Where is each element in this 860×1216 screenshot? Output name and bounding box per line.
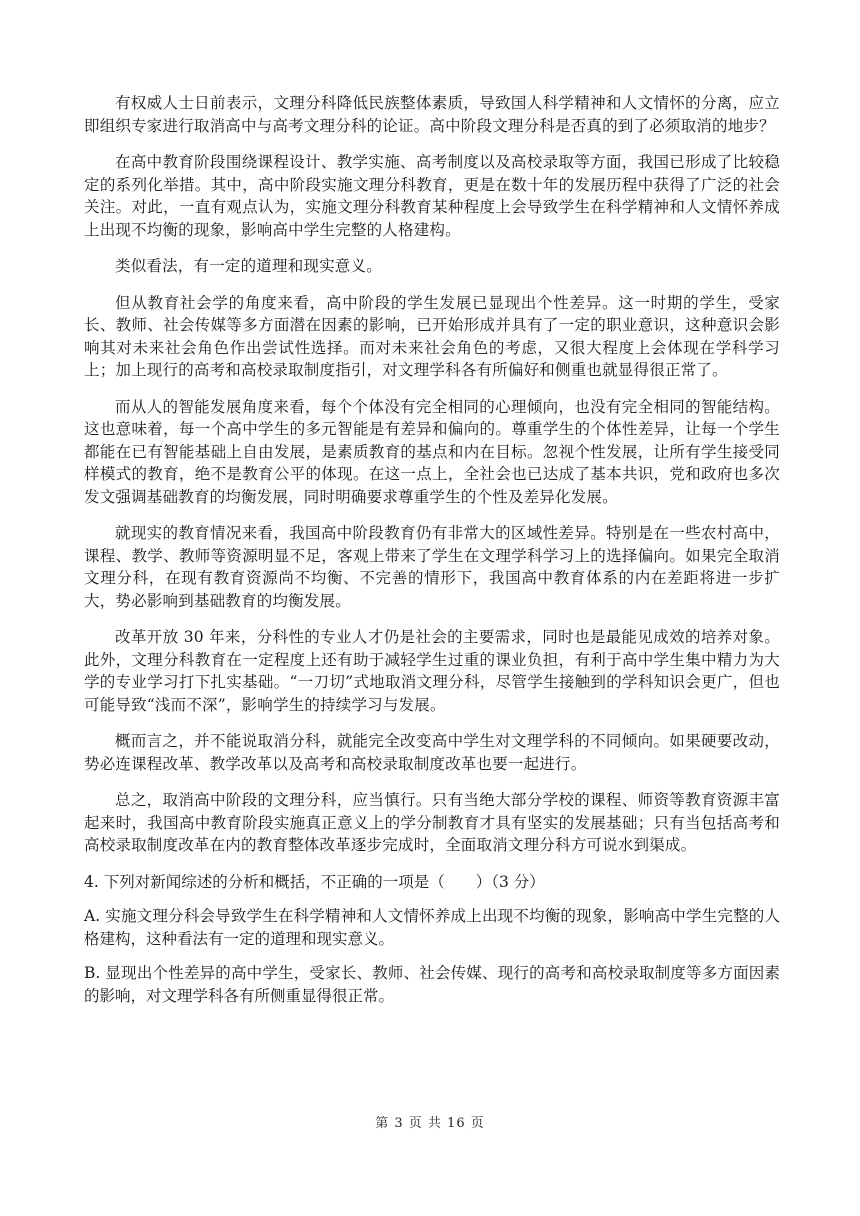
paragraph-6: 就现实的教育情况来看，我国高中阶段教育仍有非常大的区域性差异。特别是在一些农村高中，课程、教学、教师等资源明显不足，客观上带来了学生在文理学科学习上的选择偏向。如果完全取消文理分科，在现有教育资源尚不均衡、不完善的情形下，我国高中教育体系的内在差距将进一步扩大，势必影响到基础教育的均衡发展。: [84, 524, 780, 610]
document-page: [84, 92, 780, 1019]
paragraph-4: 但从教育社会学的角度来看，高中阶段的学生发展已显现出个性差异。这一时期的学生，受家长、教师、社会传媒等多方面潜在因素的影响，已开始形成并具有了一定的职业意识，这种意识会影响其对未来社会角色作出尝试性选择。而对未来社会角色的考虑，又很大程度上会体现在学科学习上；加上现行的高考和高校录取制度指引，对文理学科各有所偏好和侧重也就显得很正常了。: [84, 293, 780, 379]
option-a: A. 实施文理分科会导致学生在科学精神和人文情怀养成上出现不均衡的现象，影响高中学生完整的人格建构，这种看法有一定的道理和现实意义。: [84, 907, 780, 948]
paragraph-8: 概而言之，并不能说取消分科，就能完全改变高中学生对文理学科的不同倾向。如果硬要改动，势必连课程改革、教学改革以及高考和高校录取制度改革也要一起进行。: [84, 732, 780, 773]
page-footer: 第 3 页 共 16 页: [375, 1116, 485, 1131]
paragraph-1: 有权威人士日前表示，文理分科降低民族整体素质，导致国人科学精神和人文情怀的分离，应立即组织专家进行取消高中与高考文理分科的论证。高中阶段文理分科是否真的到了必须取消的地步？: [84, 94, 780, 135]
paragraph-9: 总之，取消高中阶段的文理分科，应当慎行。只有当绝大部分学校的课程、师资等教育资源丰富起来时，我国高中教育阶段实施真正意义上的学分制教育才具有坚实的发展基础；只有当包括高考和高校录取制度改革在内的教育整体改革逐步完成时，全面取消文理分科方可说水到渠成。: [84, 791, 780, 854]
option-b: B. 显现出个性差异的高中学生，受家长、教师、社会传媒、现行的高考和高校录取制度等多方面因素的影响，对文理学科各有所侧重显得很正常。: [84, 964, 780, 1005]
paragraph-7: 改革开放 30 年来，分科性的专业人才仍是社会的主要需求，同时也是最能见成效的培养对象。此外，文理分科教育在一定程度上还有助于减轻学生过重的课业负担，有利于高中学生集中精力为大学的专业学习打下扎实基础。“一刀切”式地取消文理分科，尽管学生接触到的学科知识会更广，但也可能导致“浅而不深”，影响学生的持续学习与发展。: [84, 628, 780, 714]
paragraph-3: 类似看法，有一定的道理和现实意义。: [115, 257, 382, 275]
paragraph-5: 而从人的智能发展角度来看，每个个体没有完全相同的心理倾向，也没有完全相同的智能结构。这也意味着，每一个高中学生的多元智能是有差异和偏向的。尊重学生的个体性差异，让每一个学生都能在已有智能基础上自由发展，是素质教育的基点和内在目标。忽视个性发展，让所有学生接受同样模式的教育，绝不是教育公平的体现。在这一点上，全社会也已达成了基本共识，党和政府也多次发文强调基础教育的均衡发展，同时明确要求尊重学生的个性及差异化发展。: [84, 397, 780, 506]
paragraph-2: 在高中教育阶段围绕课程设计、教学实施、高考制度以及高校录取等方面，我国已形成了比较稳定的系列化举措。其中，高中阶段实施文理分科教育，更是在数十年的发展历程中获得了广泛的社会关注。对此，一直有观点认为，实施文理分科教育某种程度上会导致学生在科学精神和人文情怀养成上出现不均衡的现象，影响高中学生完整的人格建构。: [84, 153, 780, 239]
question-4: 4. 下列对新闻综述的分析和概括，不正确的一项是（ ）（3 分）: [84, 872, 545, 891]
